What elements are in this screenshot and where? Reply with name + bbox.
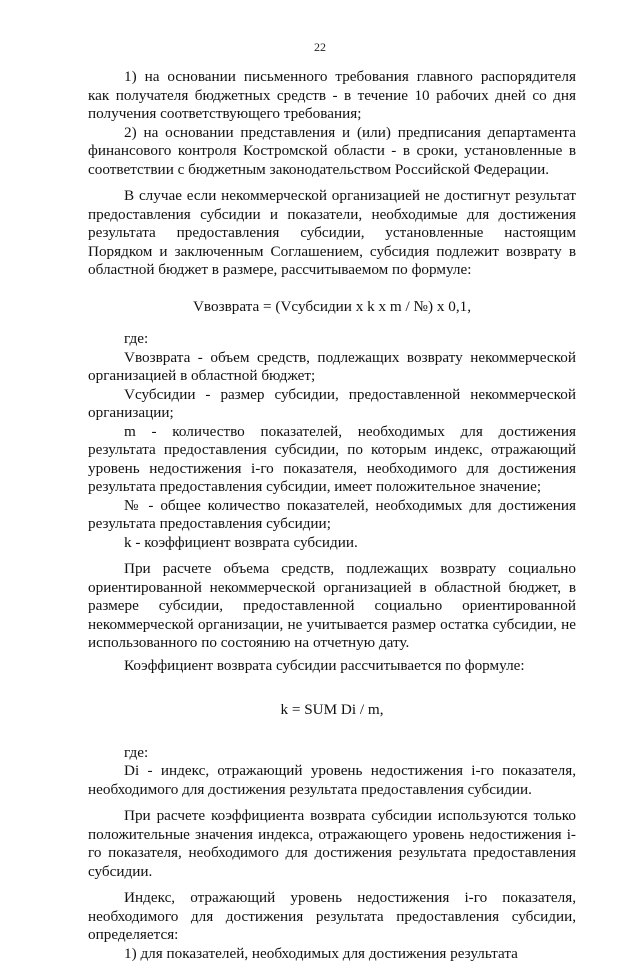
paragraph-index-definition: Индекс, отражающий уровень недостижения i-го показателя, необходимого для достижения результата предоставления субсидии, определяется: [88,889,576,945]
document-body [88,68,576,963]
paragraph-item-2: 2) на основании представления и (или) предписания департамента финансового контроля Костромской области - в сроки, установленные в соответствии с бюджетным законодательством Российской Федерации. [88,124,576,180]
formula-refund-volume: Vвозврата = (Vсубсидии x k x m / №) x 0,1, [88,298,576,317]
paragraph-refund-condition: В случае если некоммерческой организацией не достигнут результат предоставления субсидии и показатели, необходимые для достижения результата предоставления субсидии, установленные настоящим Порядком и заключенным Соглашением, субсидия подлежит возврату в областной бюджет в размере, рассчитываемом по формуле: [88,187,576,280]
paragraph-item-1: 1) на основании письменного требования главного распорядителя как получателя бюджетных средств - в течение 10 рабочих дней со дня получения соответствующего требования; [88,68,576,124]
definition-k: k - коэффициент возврата субсидии. [88,534,576,553]
paragraph-indicators-item-1: 1) для показателей, необходимых для достижения результата [88,945,576,963]
definition-di: Di - индекс, отражающий уровень недостижения i-го показателя, необходимого для достижения результата предоставления субсидии. [88,762,576,799]
definition-n: № - общее количество показателей, необходимых для достижения результата предоставления субсидии; [88,497,576,534]
definition-v-refund: Vвозврата - объем средств, подлежащих возврату некоммерческой организацией в областной бюджет; [88,349,576,386]
definition-v-subsidy: Vсубсидии - размер субсидии, предоставленной некоммерческой организации; [88,386,576,423]
definition-m: m - количество показателей, необходимых для достижения результата предоставления субсидии, по которым индекс, отражающий уровень недостижения i-го показателя, необходимого для достижения результата предоставления субсидии, имеет положительное значение; [88,423,576,497]
paragraph-positive-values: При расчете коэффициента возврата субсидии используются только положительные значения индекса, отражающего уровень недостижения i-го показателя, необходимого для достижения результата предоставления субсидии. [88,807,576,881]
paragraph-coefficient-intro: Коэффициент возврата субсидии рассчитывается по формуле: [88,657,576,676]
formula-coefficient: k = SUM Di / m, [88,701,576,720]
page-number: 22 [0,40,640,55]
paragraph-residual: При расчете объема средств, подлежащих возврату социально ориентированной некоммерческой организацией в областной бюджет, в размере субсидии, предоставленной социально ориентированной некоммерческой организации, не учитывается размер остатка субсидии, не использованного по состоянию на отчетную дату. [88,560,576,653]
where-label-2: где: [88,744,576,763]
where-label-1: где: [88,330,576,349]
